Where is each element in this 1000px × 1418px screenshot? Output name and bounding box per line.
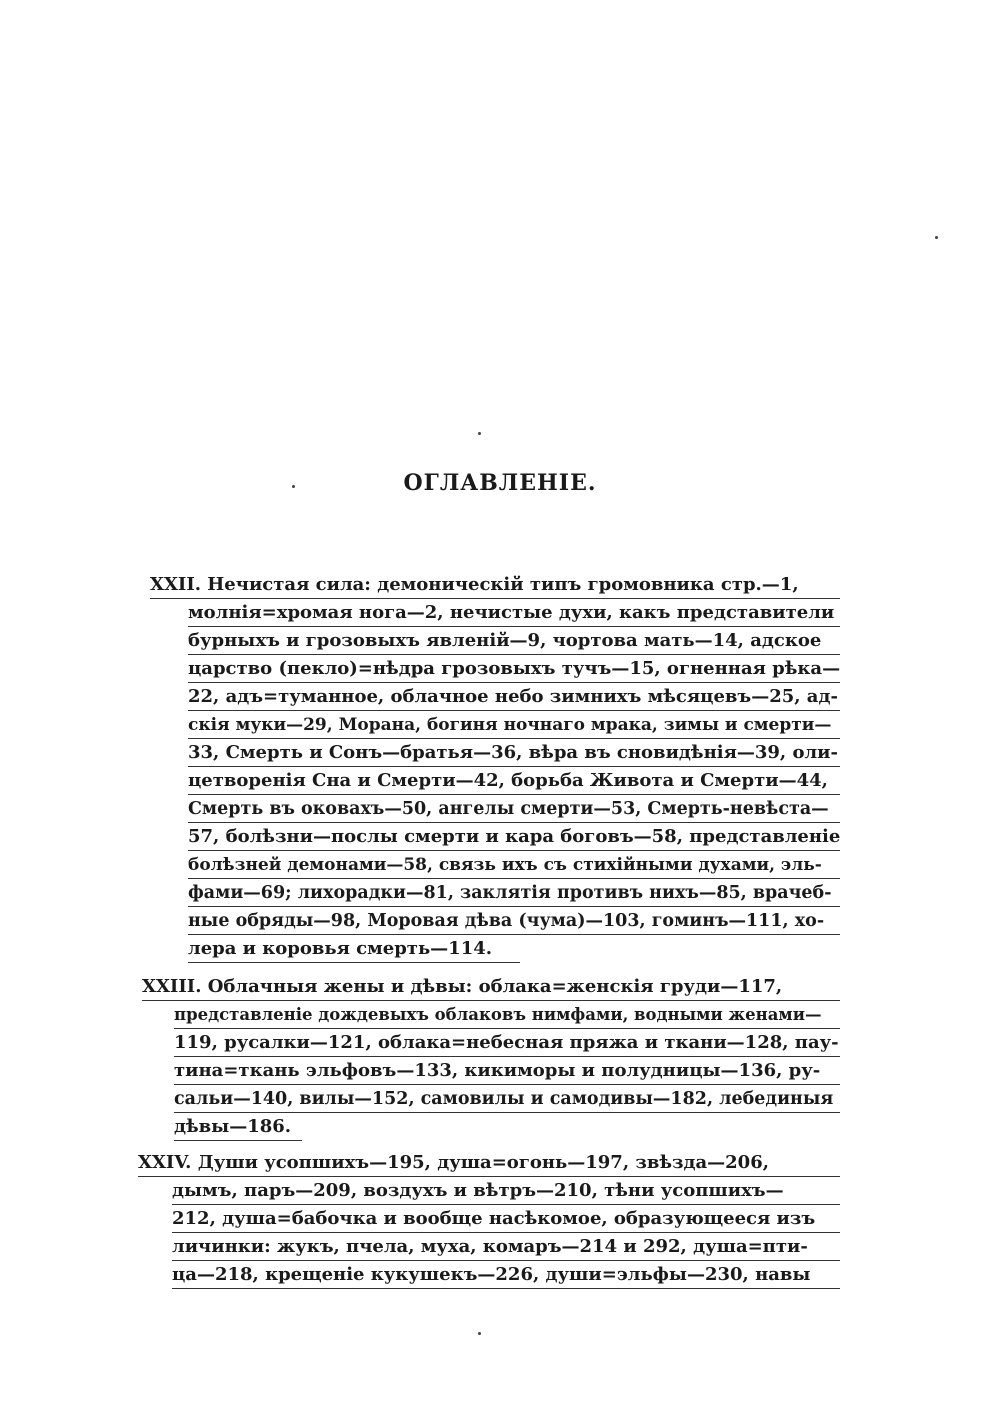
chapter-24-line-3: 212, душа=бабочка и вообще насѣкомое, образующееся изъ [172, 1206, 840, 1233]
chapter-22-line-4: царство (пекло)=нѣдра грозовыхъ тучъ—15, огненная рѣка— [188, 656, 840, 683]
chapter-22-line-13: ные обряды—98, Моровая дѣва (чума)—103, гоминъ—111, хо- [188, 908, 840, 935]
page-title: ОГЛАВЛЕНІЕ. [403, 470, 597, 496]
chapter-23-line-5: сальи—140, вилы—152, самовилы и самодивы—182, лебединыя [174, 1086, 840, 1113]
chapter-23-line-4: тина=ткань эльфовъ—133, кикиморы и полудницы—136, ру- [174, 1058, 840, 1085]
chapter-23-line-6: дѣвы—186. [174, 1114, 302, 1141]
chapter-22-line-2: молнія=хромая нога—2, нечистые духи, какъ представители [188, 600, 840, 627]
chapter-23-line-1: XXIII. Облачныя жены и дѣвы: облака=женскія груди—117, [142, 974, 840, 1001]
chapter-22-line-8: цетворенія Сна и Смерти—42, борьба Живота и Смерти—44, [188, 768, 840, 795]
chapter-22-line-12: фами—69; лихорадки—81, заклятія противъ нихъ—85, врачеб- [188, 880, 840, 907]
chapter-22-line-11: болѣзней демонами—58, связь ихъ съ стихійными духами, эль- [188, 852, 840, 879]
chapter-22-line-7: 33, Смерть и Сонъ—братья—36, вѣра въ сновидѣнія—39, оли- [188, 740, 840, 767]
chapter-24-line-4: личинки: жукъ, пчела, муха, комаръ—214 и 292, душа=пти- [172, 1234, 840, 1261]
chapter-22-line-6: скія муки—29, Морана, богиня ночнаго мрака, зимы и смерти— [188, 712, 840, 739]
scan-speck [478, 432, 481, 435]
chapter-22-line-3: бурныхъ и грозовыхъ явленій—9, чортова мать—14, адское [188, 628, 840, 655]
chapter-24-line-2: дымъ, паръ—209, воздухъ и вѣтръ—210, тѣни усопшихъ— [172, 1178, 840, 1205]
scan-speck [478, 1332, 481, 1335]
chapter-24-line-1: XXIV. Души усопшихъ—195, душа=огонь—197, звѣзда—206, [138, 1150, 840, 1177]
scan-speck [292, 485, 295, 488]
chapter-23-line-2: представленіе дождевыхъ облаковъ нимфами, водными женами— [174, 1002, 840, 1029]
chapter-22-line-9: Смерть въ оковахъ—50, ангелы смерти—53, Смерть-невѣста— [188, 796, 840, 823]
chapter-24-line-5: ца—218, крещеніе кукушекъ—226, души=эльфы—230, навы [172, 1262, 840, 1289]
chapter-22-line-14: лера и коровья смерть—114. [188, 936, 520, 963]
chapter-22-line-10: 57, болѣзни—послы смерти и кара боговъ—58, представленіе [188, 824, 840, 851]
chapter-22-line-5: 22, адъ=туманное, облачное небо зимнихъ мѣсяцевъ—25, ад- [188, 684, 840, 711]
chapter-23-line-3: 119, русалки—121, облака=небесная пряжа и ткани—128, пау- [174, 1030, 840, 1057]
scan-speck [935, 236, 938, 239]
chapter-22-line-1: XXII. Нечистая сила: демоническій типъ громовника стр.—1, [150, 572, 840, 599]
